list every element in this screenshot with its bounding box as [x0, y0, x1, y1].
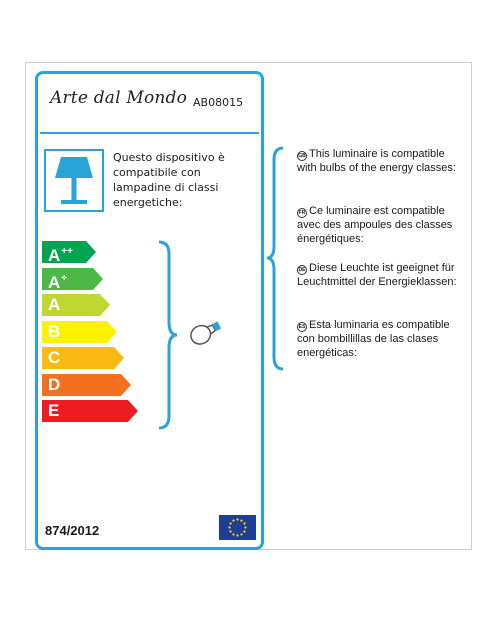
translation-text-es: Esta luminaria es compatible con bombillillas de las clases energéticas: [297, 319, 450, 359]
translation-text-de: Diese Leuchte ist geeignet für Leuchtmittel der Energieklassen: [297, 262, 457, 288]
bracket-left-label [156, 240, 178, 430]
energy-class-bar-0 [42, 241, 96, 263]
energy-class-plus: + [61, 272, 68, 284]
energy-class-bar-4 [42, 347, 124, 369]
light-bulb-icon [186, 317, 226, 347]
brand-logo: Arte dal Mondo [50, 88, 188, 108]
energy-class-letter: A+ [48, 272, 68, 292]
energy-class-letter: C [48, 348, 61, 367]
table-lamp-icon [46, 151, 102, 210]
bracket-right-text [266, 146, 286, 371]
translation-fr [297, 204, 465, 246]
energy-class-letter: A [48, 295, 61, 314]
regulation-number: 874/2012 [45, 523, 100, 538]
header-divider [40, 132, 259, 134]
energy-class-letter: D [48, 374, 61, 394]
energy-class-letter: E [48, 401, 60, 420]
translation-es [297, 318, 465, 360]
product-code: AB08015 [193, 96, 244, 109]
eu-flag-icon [219, 515, 256, 540]
energy-class-bar-3 [42, 321, 117, 343]
lang-badge-de: DE [298, 267, 306, 273]
energy-class-bar-1 [42, 268, 103, 290]
translation-text-gb: This luminaire is compatible with bulbs of the energy classes: [297, 148, 456, 174]
energy-class-letter: B [48, 321, 61, 341]
energy-class-plus: ++ [61, 246, 73, 257]
translation-text-fr: Ce luminaire est compatible avec des ampoules des classes énergétiques: [297, 205, 453, 245]
lang-badge-es: ES [298, 324, 306, 330]
energy-class-bar-6 [42, 400, 138, 422]
energy-class-bar-5 [42, 374, 131, 396]
energy-class-letter: A++ [48, 246, 73, 265]
translation-gb [297, 147, 465, 175]
italian-compatibility-text: Questo dispositivo è compatibile con lampadine di classi energetiche: [113, 151, 225, 209]
energy-class-bar-2 [42, 294, 110, 316]
lang-badge-fr: FR [298, 210, 306, 216]
lamp-icon-box [44, 149, 104, 212]
translation-de [297, 261, 465, 289]
lang-badge-gb: GB [298, 153, 306, 159]
